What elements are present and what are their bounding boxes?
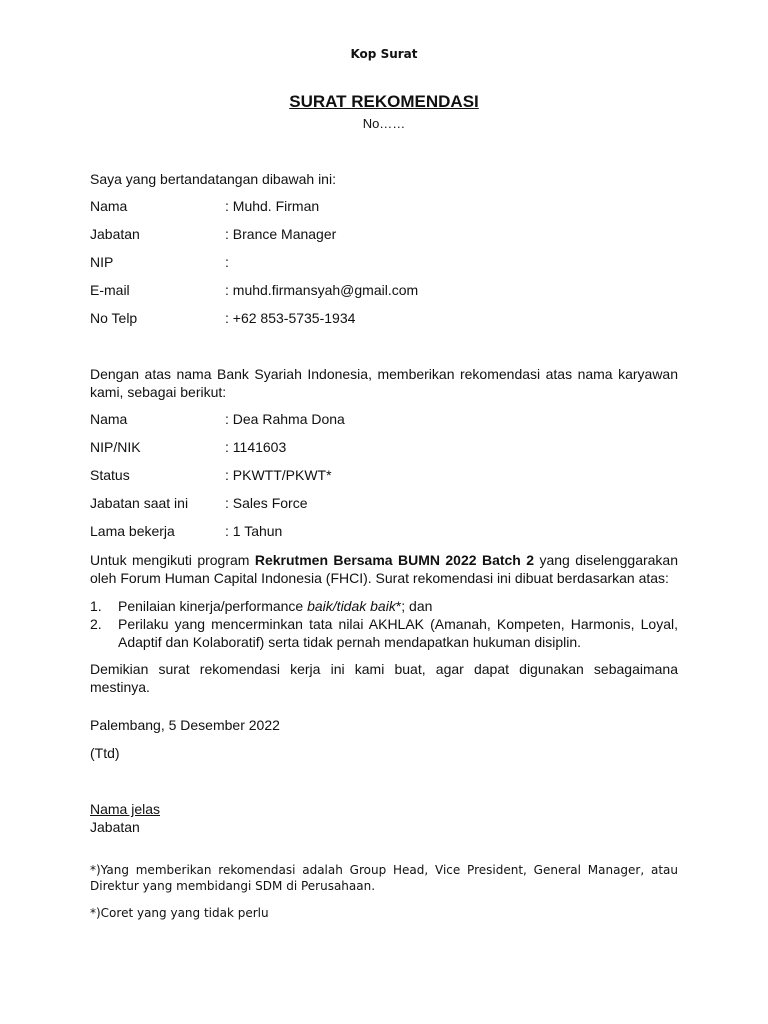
- list-number: 1.: [90, 598, 102, 614]
- signer-position-label: Jabatan: [90, 226, 140, 242]
- signer-name-value: : Muhd. Firman: [225, 198, 320, 214]
- signer-email-value: : muhd.firmansyah@gmail.com: [225, 282, 419, 298]
- employee-status-value: : PKWTT/PKWT*: [225, 467, 332, 483]
- footnote-recommender: *)Yang memberikan rekomendasi adalah Group Head, Vice President, General Manager, atau Direktur yang membidangi SDM di Perusahaan.: [90, 863, 678, 893]
- basis-1-suffix: *; dan: [395, 598, 433, 614]
- footnote-strike: *)Coret yang yang tidak perlu: [90, 906, 269, 920]
- closing-paragraph: Demikian surat rekomendasi kerja ini kami buat, agar dapat digunakan sebagaimana mestinya.: [90, 661, 678, 695]
- list-item: [90, 615, 678, 651]
- signer-nip-label: NIP: [90, 254, 114, 270]
- signer-full-name: [90, 800, 160, 818]
- employee-name-value: : Dea Rahma Dona: [225, 411, 345, 427]
- signer-nip-value: :: [225, 254, 229, 270]
- signer-job-title: Jabatan: [90, 819, 140, 835]
- basis-1-prefix: Penilaian kinerja/performance: [118, 598, 308, 614]
- place-date: Palembang, 5 Desember 2022: [90, 717, 280, 733]
- letter-number: No……: [362, 116, 406, 131]
- list-number: 2.: [90, 616, 102, 632]
- employee-tenure-label: Lama bekerja: [90, 523, 175, 539]
- letterhead-placeholder: Kop Surat: [350, 47, 418, 61]
- employee-position-value: : Sales Force: [225, 495, 308, 511]
- program-name: Rekrutmen Bersama BUMN 2022 Batch 2: [254, 552, 535, 568]
- employee-nip-label: NIP/NIK: [90, 439, 141, 455]
- signature-placeholder: (Ttd): [90, 745, 120, 761]
- signer-full-name-text: Nama jelas: [90, 801, 161, 817]
- recommendation-intro: Dengan atas nama Bank Syariah Indonesia, memberikan rekomendasi atas nama karyawan kami, sebagai berikut:: [90, 366, 678, 400]
- signer-position-value: : Brance Manager: [225, 226, 337, 242]
- letter-title: SURAT REKOMENDASI: [289, 92, 479, 111]
- employee-tenure-value: : 1 Tahun: [225, 523, 283, 539]
- signer-email-label: E-mail: [90, 282, 130, 298]
- employee-status-label: Status: [90, 467, 130, 483]
- program-paragraph: [90, 551, 678, 587]
- employee-position-label: Jabatan saat ini: [90, 495, 189, 511]
- signer-intro: Saya yang bertandatangan dibawah ini:: [90, 171, 336, 187]
- basis-1-italic: baik/tidak baik: [307, 598, 396, 614]
- signer-phone-value: : +62 853-5735-1934: [225, 310, 356, 326]
- employee-name-label: Nama: [90, 411, 128, 427]
- signer-name-label: Nama: [90, 198, 128, 214]
- basis-2-text: Perilaku yang mencerminkan tata nilai AKHLAK (Amanah, Kompeten, Harmonis, Loyal, Adaptif dan Kolaboratif) serta tidak pernah mendapatkan hukuman disiplin.: [118, 616, 678, 650]
- program-prefix: Untuk mengikuti program: [90, 552, 255, 568]
- employee-nip-value: : 1141603: [225, 439, 287, 455]
- list-item: [90, 597, 678, 615]
- basis-list: [90, 597, 678, 651]
- signer-phone-label: No Telp: [90, 310, 138, 326]
- program-suffix: yang diselenggarakan oleh Forum Human Capital Indonesia (FHCI). Surat rekomendasi ini dibuat berdasarkan atas:: [90, 552, 678, 586]
